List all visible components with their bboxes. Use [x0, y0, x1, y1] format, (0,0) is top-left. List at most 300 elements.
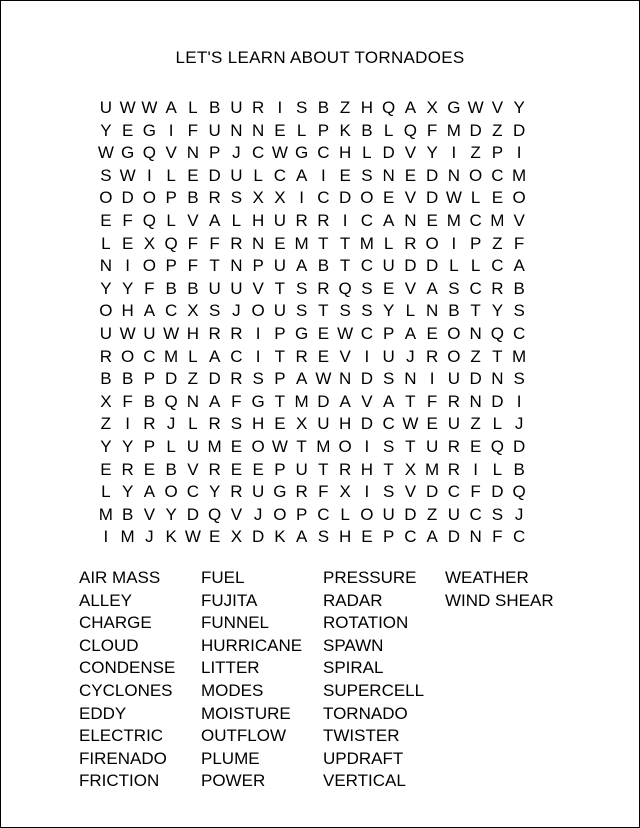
grid-letter[interactable]: A [208, 346, 221, 366]
grid-letter[interactable]: A [295, 256, 308, 276]
grid-letter[interactable]: U [447, 414, 461, 434]
grid-letter[interactable]: D [208, 165, 221, 185]
grid-letter[interactable]: E [230, 436, 243, 456]
grid-letter[interactable]: I [364, 482, 370, 502]
grid-letter[interactable]: E [252, 459, 264, 479]
grid-letter[interactable]: E [382, 278, 395, 298]
grid-letter[interactable]: I [451, 233, 457, 253]
grid-letter[interactable]: F [426, 120, 438, 140]
grid-letter[interactable]: C [512, 323, 526, 343]
grid-letter[interactable]: O [142, 188, 156, 208]
grid-letter[interactable]: Y [491, 301, 504, 321]
grid-letter[interactable]: T [492, 346, 503, 366]
grid-letter[interactable]: M [294, 233, 309, 253]
grid-letter[interactable]: C [317, 504, 330, 524]
grid-letter[interactable]: B [448, 301, 460, 321]
grid-letter[interactable]: L [383, 233, 394, 253]
grid-letter[interactable]: B [187, 278, 199, 298]
grid-letter[interactable]: W [445, 188, 462, 208]
grid-letter[interactable]: H [251, 210, 265, 230]
grid-letter[interactable]: Y [208, 482, 221, 502]
grid-letter[interactable]: R [425, 346, 439, 366]
grid-letter[interactable]: D [317, 391, 330, 411]
grid-letter[interactable]: S [100, 165, 112, 185]
grid-letter[interactable]: L [470, 188, 481, 208]
grid-letter[interactable]: W [402, 414, 419, 434]
grid-letter[interactable]: R [99, 346, 113, 366]
grid-letter[interactable]: P [208, 143, 221, 163]
grid-letter[interactable]: D [338, 188, 352, 208]
grid-letter[interactable]: M [425, 459, 440, 479]
grid-letter[interactable]: U [447, 504, 461, 524]
grid-letter[interactable]: C [360, 323, 374, 343]
grid-letter[interactable]: M [294, 391, 309, 411]
grid-letter[interactable]: E [187, 165, 199, 185]
grid-letter[interactable]: W [337, 323, 354, 343]
grid-letter[interactable]: E [274, 233, 286, 253]
grid-letter[interactable]: C [186, 482, 200, 502]
grid-letter[interactable]: L [101, 482, 111, 502]
grid-letter[interactable]: R [208, 414, 221, 434]
grid-letter[interactable]: R [338, 459, 352, 479]
grid-letter[interactable]: U [230, 278, 243, 298]
grid-letter[interactable]: X [143, 233, 156, 253]
grid-letter[interactable]: I [255, 323, 261, 343]
grid-letter[interactable]: U [251, 482, 265, 502]
grid-letter[interactable]: D [425, 256, 439, 276]
grid-letter[interactable]: T [318, 301, 329, 321]
grid-letter[interactable]: O [99, 188, 113, 208]
grid-letter[interactable]: M [207, 436, 222, 456]
grid-letter[interactable]: A [339, 391, 351, 411]
grid-letter[interactable]: U [273, 301, 287, 321]
grid-letter[interactable]: E [317, 346, 330, 366]
grid-letter[interactable]: D [404, 504, 417, 524]
grid-letter[interactable]: Q [164, 391, 178, 411]
grid-letter[interactable]: A [382, 391, 395, 411]
grid-letter[interactable]: L [231, 210, 242, 230]
grid-letter[interactable]: F [144, 278, 155, 298]
grid-letter[interactable]: S [513, 301, 525, 321]
grid-letter[interactable]: Z [470, 414, 481, 434]
grid-letter[interactable]: N [425, 301, 439, 321]
grid-letter[interactable]: R [447, 459, 461, 479]
grid-letter[interactable]: U [208, 278, 221, 298]
grid-letter[interactable]: M [359, 233, 374, 253]
grid-letter[interactable]: S [361, 165, 373, 185]
grid-letter[interactable]: C [251, 143, 265, 163]
grid-letter[interactable]: V [404, 143, 417, 163]
grid-letter[interactable]: P [143, 369, 156, 389]
grid-letter[interactable]: T [274, 346, 286, 366]
grid-letter[interactable]: D [208, 369, 221, 389]
grid-letter[interactable]: J [166, 414, 176, 434]
grid-letter[interactable]: E [426, 323, 438, 343]
grid-letter[interactable]: M [164, 346, 179, 366]
grid-letter[interactable]: F [492, 527, 503, 547]
grid-letter[interactable]: Q [382, 98, 396, 117]
grid-letter[interactable]: O [164, 482, 178, 502]
grid-letter[interactable]: N [251, 120, 265, 140]
grid-letter[interactable]: Y [100, 278, 112, 298]
grid-letter[interactable]: V [230, 504, 243, 524]
grid-letter[interactable]: E [121, 120, 134, 140]
grid-letter[interactable]: X [187, 301, 199, 321]
grid-letter[interactable]: U [425, 436, 439, 456]
grid-letter[interactable]: Q [142, 210, 156, 230]
grid-letter[interactable]: U [447, 369, 461, 389]
grid-letter[interactable]: I [364, 436, 370, 456]
grid-letter[interactable]: G [295, 143, 309, 163]
grid-letter[interactable]: D [512, 120, 526, 140]
grid-letter[interactable]: O [360, 188, 374, 208]
grid-letter[interactable]: E [317, 323, 330, 343]
grid-letter[interactable]: B [165, 459, 177, 479]
grid-letter[interactable]: P [491, 143, 504, 163]
grid-letter[interactable]: R [208, 188, 221, 208]
grid-letter[interactable]: B [317, 98, 330, 117]
grid-letter[interactable]: O [99, 301, 113, 321]
grid-letter[interactable]: A [295, 369, 308, 389]
grid-letter[interactable]: V [404, 482, 417, 502]
grid-letter[interactable]: S [361, 301, 373, 321]
grid-letter[interactable]: L [383, 120, 394, 140]
grid-letter[interactable]: B [361, 120, 373, 140]
grid-letter[interactable]: D [469, 369, 482, 389]
grid-letter[interactable]: A [208, 391, 221, 411]
grid-letter[interactable]: X [339, 482, 351, 502]
grid-letter[interactable]: U [295, 459, 308, 479]
grid-letter[interactable]: G [142, 120, 156, 140]
grid-letter[interactable]: E [274, 414, 286, 434]
grid-letter[interactable]: C [143, 346, 156, 366]
grid-letter[interactable]: O [121, 346, 135, 366]
grid-letter[interactable]: T [274, 278, 286, 298]
grid-letter[interactable]: A [143, 482, 156, 502]
grid-letter[interactable]: M [98, 504, 113, 524]
grid-letter[interactable]: M [120, 527, 135, 547]
grid-letter[interactable]: X [426, 98, 438, 117]
grid-letter[interactable]: B [317, 256, 330, 276]
grid-letter[interactable]: C [447, 482, 461, 502]
grid-letter[interactable]: I [429, 369, 435, 389]
grid-letter[interactable]: L [362, 143, 372, 163]
grid-letter[interactable]: C [360, 210, 374, 230]
grid-letter[interactable]: K [274, 527, 286, 547]
grid-letter[interactable]: E [100, 210, 112, 230]
grid-letter[interactable]: L [470, 256, 481, 276]
grid-letter[interactable]: N [469, 323, 482, 343]
grid-letter[interactable]: N [230, 256, 243, 276]
grid-letter[interactable]: A [404, 323, 417, 343]
grid-letter[interactable]: C [469, 278, 482, 298]
grid-letter[interactable]: Q [208, 504, 222, 524]
grid-letter[interactable]: S [382, 369, 395, 389]
grid-letter[interactable]: P [274, 323, 286, 343]
grid-letter[interactable]: V [491, 98, 504, 117]
grid-letter[interactable]: P [165, 256, 177, 276]
grid-letter[interactable]: U [382, 256, 395, 276]
grid-letter[interactable]: S [295, 301, 308, 321]
grid-letter[interactable]: C [382, 414, 395, 434]
grid-letter[interactable]: D [512, 436, 526, 456]
grid-letter[interactable]: U [99, 323, 113, 343]
grid-letter[interactable]: C [164, 301, 178, 321]
grid-letter[interactable]: I [321, 165, 326, 185]
grid-letter[interactable]: X [274, 188, 286, 208]
grid-letter[interactable]: B [121, 504, 134, 524]
grid-letter[interactable]: W [271, 436, 288, 456]
grid-letter[interactable]: X [230, 527, 243, 547]
grid-letter[interactable]: S [491, 504, 504, 524]
grid-letter[interactable]: V [513, 210, 525, 230]
grid-letter[interactable]: U [230, 165, 243, 185]
grid-letter[interactable]: D [164, 369, 178, 389]
grid-letter[interactable]: W [119, 323, 136, 343]
grid-letter[interactable]: J [514, 504, 524, 524]
grid-letter[interactable]: L [166, 210, 176, 230]
grid-letter[interactable]: V [404, 278, 417, 298]
grid-letter[interactable]: Y [513, 98, 525, 117]
grid-letter[interactable]: N [186, 391, 200, 411]
grid-letter[interactable]: N [447, 165, 461, 185]
grid-letter[interactable]: T [405, 436, 416, 456]
grid-letter[interactable]: R [121, 459, 134, 479]
grid-letter[interactable]: C [491, 165, 504, 185]
grid-letter[interactable]: O [447, 323, 461, 343]
grid-letter[interactable]: R [491, 278, 504, 298]
grid-letter[interactable]: Z [426, 504, 438, 524]
grid-letter[interactable]: Z [492, 233, 503, 253]
grid-letter[interactable]: Z [470, 346, 481, 366]
grid-letter[interactable]: N [382, 165, 395, 185]
grid-letter[interactable]: S [361, 278, 373, 298]
grid-letter[interactable]: P [317, 120, 330, 140]
grid-letter[interactable]: D [360, 369, 374, 389]
grid-letter[interactable]: Y [426, 143, 438, 163]
grid-letter[interactable]: D [425, 482, 439, 502]
grid-letter[interactable]: I [364, 346, 370, 366]
grid-letter[interactable]: R [295, 482, 308, 502]
grid-letter[interactable]: D [382, 143, 395, 163]
grid-letter[interactable]: M [512, 346, 527, 366]
grid-letter[interactable]: E [426, 210, 438, 230]
grid-letter[interactable]: Y [100, 120, 112, 140]
grid-letter[interactable]: N [491, 369, 504, 389]
grid-letter[interactable]: T [339, 233, 351, 253]
grid-letter[interactable]: L [405, 301, 416, 321]
grid-letter[interactable]: E [274, 120, 286, 140]
grid-letter[interactable]: W [271, 143, 288, 163]
grid-letter[interactable]: Z [187, 369, 199, 389]
grid-letter[interactable]: M [512, 165, 527, 185]
grid-letter[interactable]: O [447, 346, 461, 366]
grid-letter[interactable]: T [339, 256, 351, 276]
grid-letter[interactable]: Z [492, 120, 503, 140]
grid-letter[interactable]: J [514, 414, 524, 434]
grid-letter[interactable]: F [187, 256, 199, 276]
grid-letter[interactable]: S [208, 301, 221, 321]
grid-letter[interactable]: W [97, 143, 114, 163]
grid-letter[interactable]: Y [121, 482, 134, 502]
grid-letter[interactable]: F [426, 391, 438, 411]
grid-letter[interactable]: N [469, 527, 482, 547]
grid-letter[interactable]: P [274, 369, 286, 389]
grid-letter[interactable]: K [165, 527, 177, 547]
grid-letter[interactable]: C [273, 165, 287, 185]
grid-letter[interactable]: A [208, 210, 221, 230]
grid-letter[interactable]: I [342, 210, 348, 230]
grid-letter[interactable]: Y [121, 436, 134, 456]
grid-letter[interactable]: D [404, 256, 417, 276]
grid-letter[interactable]: E [361, 527, 373, 547]
grid-letter[interactable]: Q [142, 143, 156, 163]
grid-letter[interactable]: O [469, 165, 483, 185]
grid-letter[interactable]: O [512, 188, 526, 208]
grid-letter[interactable]: W [163, 323, 180, 343]
grid-letter[interactable]: E [100, 459, 112, 479]
grid-letter[interactable]: O [360, 504, 374, 524]
grid-letter[interactable]: D [469, 120, 482, 140]
grid-letter[interactable]: F [187, 120, 199, 140]
grid-letter[interactable]: B [165, 278, 177, 298]
grid-letter[interactable]: H [251, 414, 265, 434]
grid-letter[interactable]: Q [490, 323, 504, 343]
grid-letter[interactable]: J [406, 346, 415, 366]
grid-letter[interactable]: W [119, 165, 136, 185]
grid-letter[interactable]: E [339, 165, 351, 185]
grid-letter[interactable]: S [513, 369, 525, 389]
grid-letter[interactable]: E [121, 233, 134, 253]
grid-letter[interactable]: X [404, 459, 417, 479]
grid-letter[interactable]: J [253, 504, 263, 524]
grid-letter[interactable]: P [143, 436, 156, 456]
grid-letter[interactable]: L [492, 414, 503, 434]
grid-letter[interactable]: L [188, 414, 198, 434]
grid-letter[interactable]: F [318, 482, 329, 502]
grid-letter[interactable]: T [318, 459, 329, 479]
grid-letter[interactable]: Z [339, 98, 351, 117]
grid-letter[interactable]: S [382, 482, 395, 502]
grid-letter[interactable]: M [446, 210, 461, 230]
grid-letter[interactable]: C [317, 188, 330, 208]
grid-letter[interactable]: F [122, 391, 133, 411]
grid-letter[interactable]: K [339, 120, 351, 140]
grid-letter[interactable]: W [141, 98, 158, 117]
grid-letter[interactable]: C [360, 256, 374, 276]
grid-letter[interactable]: F [470, 482, 481, 502]
grid-letter[interactable]: A [426, 527, 438, 547]
grid-letter[interactable]: H [360, 459, 374, 479]
grid-letter[interactable]: S [317, 527, 330, 547]
grid-letter[interactable]: P [252, 256, 264, 276]
grid-letter[interactable]: B [121, 369, 134, 389]
grid-letter[interactable]: T [209, 256, 220, 276]
grid-letter[interactable]: V [143, 504, 156, 524]
grid-letter[interactable]: O [251, 301, 265, 321]
grid-letter[interactable]: R [208, 323, 221, 343]
grid-letter[interactable]: A [513, 256, 525, 276]
grid-letter[interactable]: I [516, 143, 522, 163]
grid-letter[interactable]: D [425, 165, 439, 185]
grid-letter[interactable]: B [187, 188, 199, 208]
grid-letter[interactable]: W [119, 98, 136, 117]
grid-letter[interactable]: R [230, 369, 243, 389]
grid-letter[interactable]: V [165, 143, 177, 163]
grid-letter[interactable]: L [188, 346, 198, 366]
grid-letter[interactable]: S [339, 301, 351, 321]
grid-letter[interactable]: N [469, 391, 482, 411]
grid-letter[interactable]: I [125, 256, 130, 276]
grid-letter[interactable]: C [469, 210, 482, 230]
grid-letter[interactable]: L [296, 120, 307, 140]
grid-letter[interactable]: N [404, 369, 417, 389]
grid-letter[interactable]: Q [164, 233, 178, 253]
grid-letter[interactable]: Z [100, 414, 112, 434]
grid-letter[interactable]: U [186, 436, 200, 456]
grid-letter[interactable]: C [317, 143, 330, 163]
grid-letter[interactable]: Y [382, 301, 395, 321]
grid-letter[interactable]: I [255, 346, 261, 366]
grid-letter[interactable]: G [447, 98, 461, 117]
grid-letter[interactable]: I [451, 143, 457, 163]
grid-letter[interactable]: E [143, 459, 156, 479]
grid-letter[interactable]: S [230, 188, 243, 208]
grid-letter[interactable]: L [188, 98, 198, 117]
grid-letter[interactable]: N [99, 256, 113, 276]
grid-letter[interactable]: T [470, 301, 481, 321]
grid-letter[interactable]: C [512, 527, 526, 547]
grid-letter[interactable]: D [186, 504, 200, 524]
grid-letter[interactable]: R [404, 233, 417, 253]
grid-letter[interactable]: B [208, 98, 221, 117]
grid-letter[interactable]: J [232, 301, 241, 321]
grid-letter[interactable]: D [425, 188, 439, 208]
grid-letter[interactable]: C [469, 504, 482, 524]
grid-letter[interactable]: C [404, 527, 417, 547]
grid-letter[interactable]: J [232, 143, 241, 163]
grid-letter[interactable]: L [340, 504, 350, 524]
grid-letter[interactable]: M [446, 120, 461, 140]
grid-letter[interactable]: L [492, 459, 503, 479]
grid-letter[interactable]: S [382, 436, 395, 456]
grid-letter[interactable]: C [230, 346, 243, 366]
grid-letter[interactable]: R [295, 210, 308, 230]
grid-letter[interactable]: T [318, 233, 329, 253]
grid-letter[interactable]: H [338, 143, 352, 163]
grid-letter[interactable]: G [295, 323, 309, 343]
grid-letter[interactable]: N [338, 369, 352, 389]
grid-letter[interactable]: U [273, 210, 287, 230]
grid-letter[interactable]: P [469, 233, 482, 253]
grid-letter[interactable]: A [165, 98, 177, 117]
grid-letter[interactable]: A [143, 301, 156, 321]
grid-letter[interactable]: H [338, 414, 352, 434]
grid-letter[interactable]: N [186, 143, 200, 163]
grid-letter[interactable]: V [252, 278, 264, 298]
grid-letter[interactable]: U [99, 98, 113, 117]
grid-letter[interactable]: O [425, 233, 439, 253]
grid-letter[interactable]: D [360, 414, 374, 434]
grid-letter[interactable]: O [273, 504, 287, 524]
grid-letter[interactable]: P [382, 323, 395, 343]
grid-letter[interactable]: V [187, 210, 199, 230]
grid-letter[interactable]: R [317, 210, 330, 230]
grid-letter[interactable]: N [230, 120, 243, 140]
grid-letter[interactable]: X [252, 188, 264, 208]
grid-letter[interactable]: V [361, 391, 373, 411]
grid-letter[interactable]: S [252, 369, 264, 389]
